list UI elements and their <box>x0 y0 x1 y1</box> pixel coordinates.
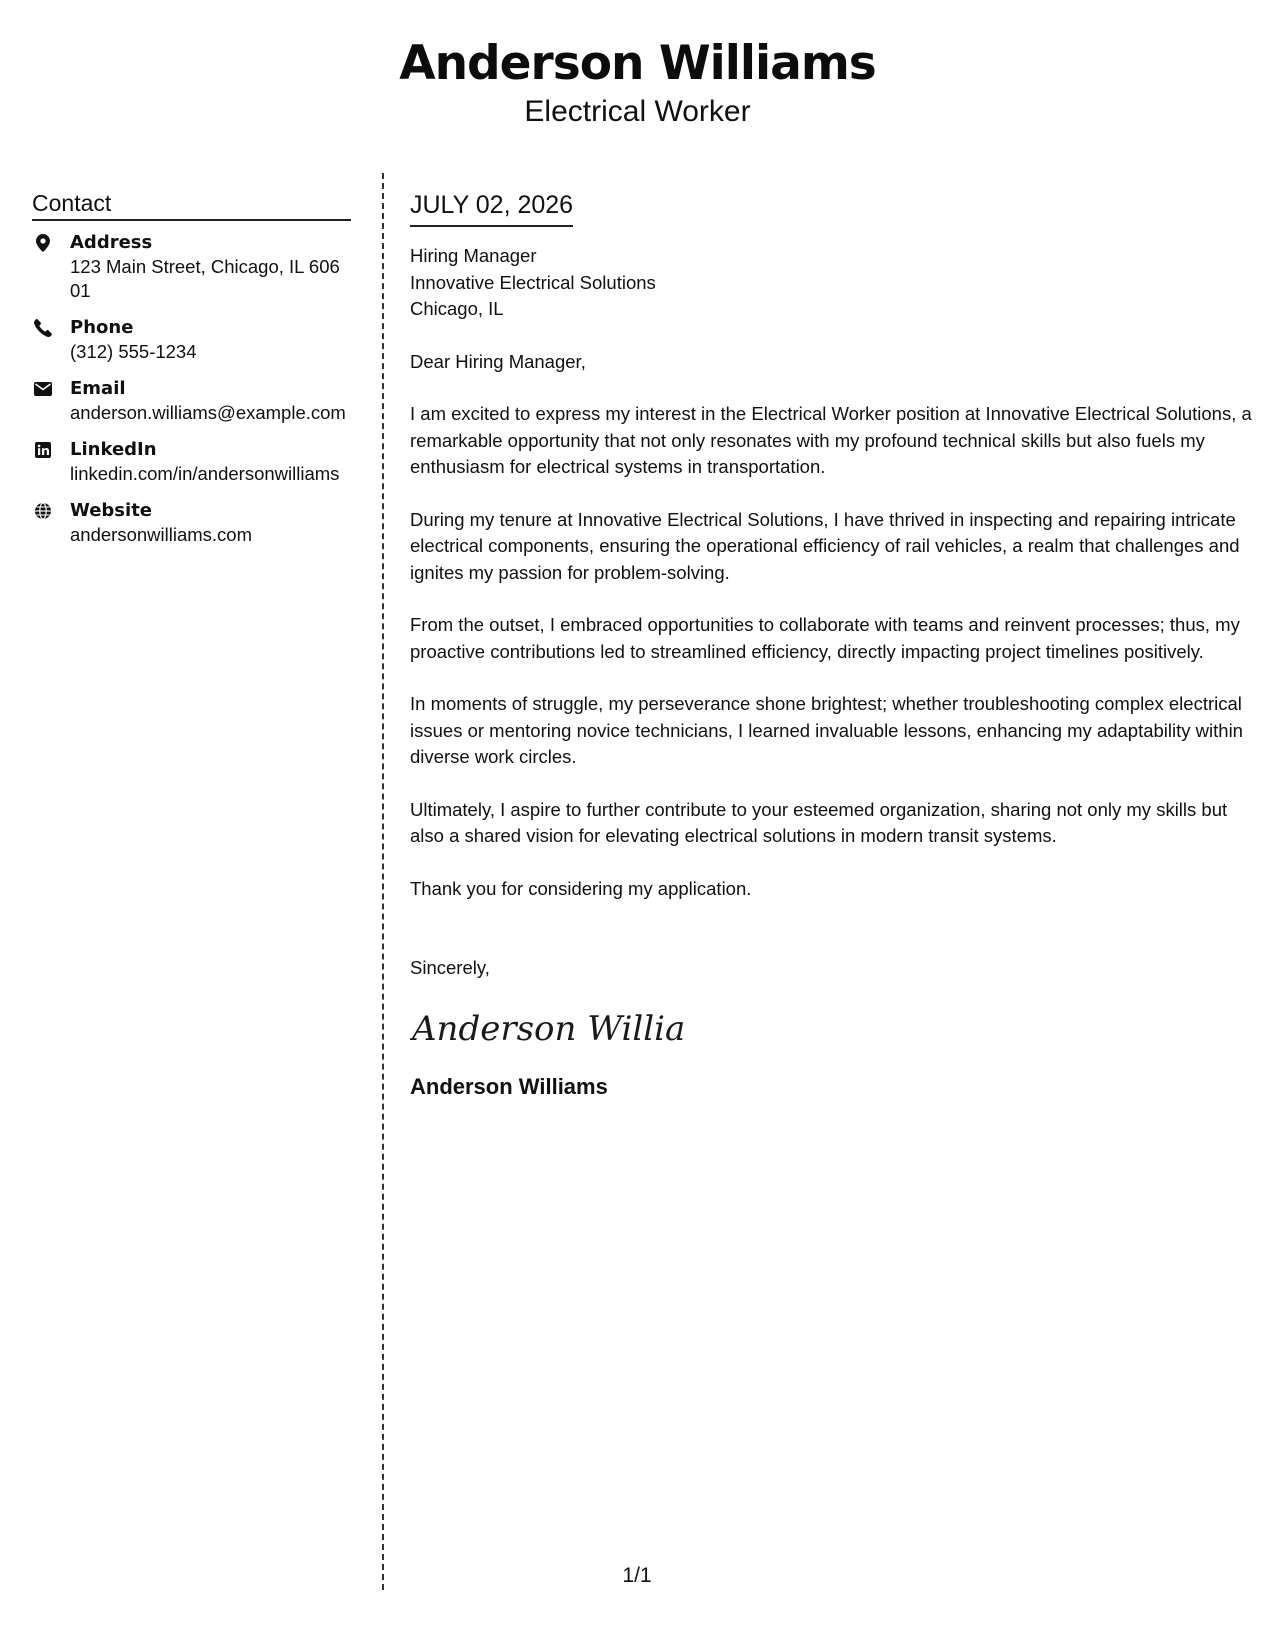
recipient-line: Hiring Manager <box>410 245 537 266</box>
contact-item-address <box>32 231 351 303</box>
contact-item-website <box>32 499 351 547</box>
contact-label: Website <box>70 500 153 521</box>
contact-value: anderson.williams@example.com <box>70 402 346 423</box>
map-pin-icon <box>34 234 52 252</box>
body-paragraph: Ultimately, I aspire to further contribute to your esteemed organization, sharing not only my skills but also a shared vision for elevating electrical solutions in modern transit systems. <box>410 798 1228 846</box>
envelope-icon <box>34 380 52 398</box>
contact-label: Address <box>70 232 153 253</box>
contact-item-phone <box>32 316 351 364</box>
page-number: 1/1 <box>622 1564 652 1587</box>
body-paragraph: Thank you for considering my application. <box>410 877 752 899</box>
contact-sidebar <box>32 188 351 560</box>
contact-label: LinkedIn <box>70 439 157 460</box>
contact-heading: Contact <box>32 188 351 221</box>
contact-label: Email <box>70 378 126 399</box>
letter-date: JULY 02, 2026 <box>410 188 573 227</box>
applicant-name: Anderson Williams <box>399 36 876 91</box>
signature-text: Anderson Willia <box>412 1008 686 1049</box>
body-paragraph: In moments of struggle, my perseverance shone brightest; whether troubleshooting complex electrical issues or mentoring novice technicians, I learned invaluable lessons, enhancing my adaptability within diverse work circles. <box>410 693 1243 767</box>
contact-value: andersonwilliams.com <box>70 524 252 545</box>
contact-label: Phone <box>70 317 134 338</box>
body-paragraph: I am excited to express my interest in the Electrical Worker position at Innovative Electrical Solutions, a remarkable opportunity that not only resonates with my profound technical skills but also fuels my enthusiasm for electrical systems in transportation. <box>410 403 1252 477</box>
contact-value: 123 Main Street, Chicago, IL 60601 <box>70 256 340 301</box>
contact-item-linkedin <box>32 438 351 486</box>
salutation: Dear Hiring Manager, <box>410 350 586 372</box>
handwritten-signature <box>410 1000 710 1058</box>
contact-value: (312) 555-1234 <box>70 341 197 362</box>
recipient-block <box>410 243 1255 323</box>
recipient-line: Innovative Electrical Solutions <box>410 271 656 293</box>
body-paragraph: From the outset, I embraced opportunities to collaborate with teams and reinvent processes; thus, my proactive contributions led to streamlined efficiency, directly impacting project timelines positively. <box>410 614 1240 662</box>
recipient-line: Chicago, IL <box>410 298 504 319</box>
globe-icon <box>34 502 52 520</box>
linkedin-icon <box>34 441 52 459</box>
phone-icon <box>34 319 52 337</box>
closing: Sincerely, <box>410 957 490 978</box>
contact-value: linkedin.com/in/andersonwilliams <box>70 463 340 484</box>
job-title: Electrical Worker <box>524 95 751 128</box>
body-paragraph: During my tenure at Innovative Electrical Solutions, I have thrived in inspecting and repairing intricate electrical components, ensuring the operational efficiency of rail vehicles, a realm that challenges and ignites my passion for problem-solving. <box>410 508 1240 583</box>
signer-name: Anderson Williams <box>410 1073 608 1099</box>
column-divider <box>382 173 384 1590</box>
contact-item-email <box>32 377 351 425</box>
letter-body <box>410 188 1255 1102</box>
